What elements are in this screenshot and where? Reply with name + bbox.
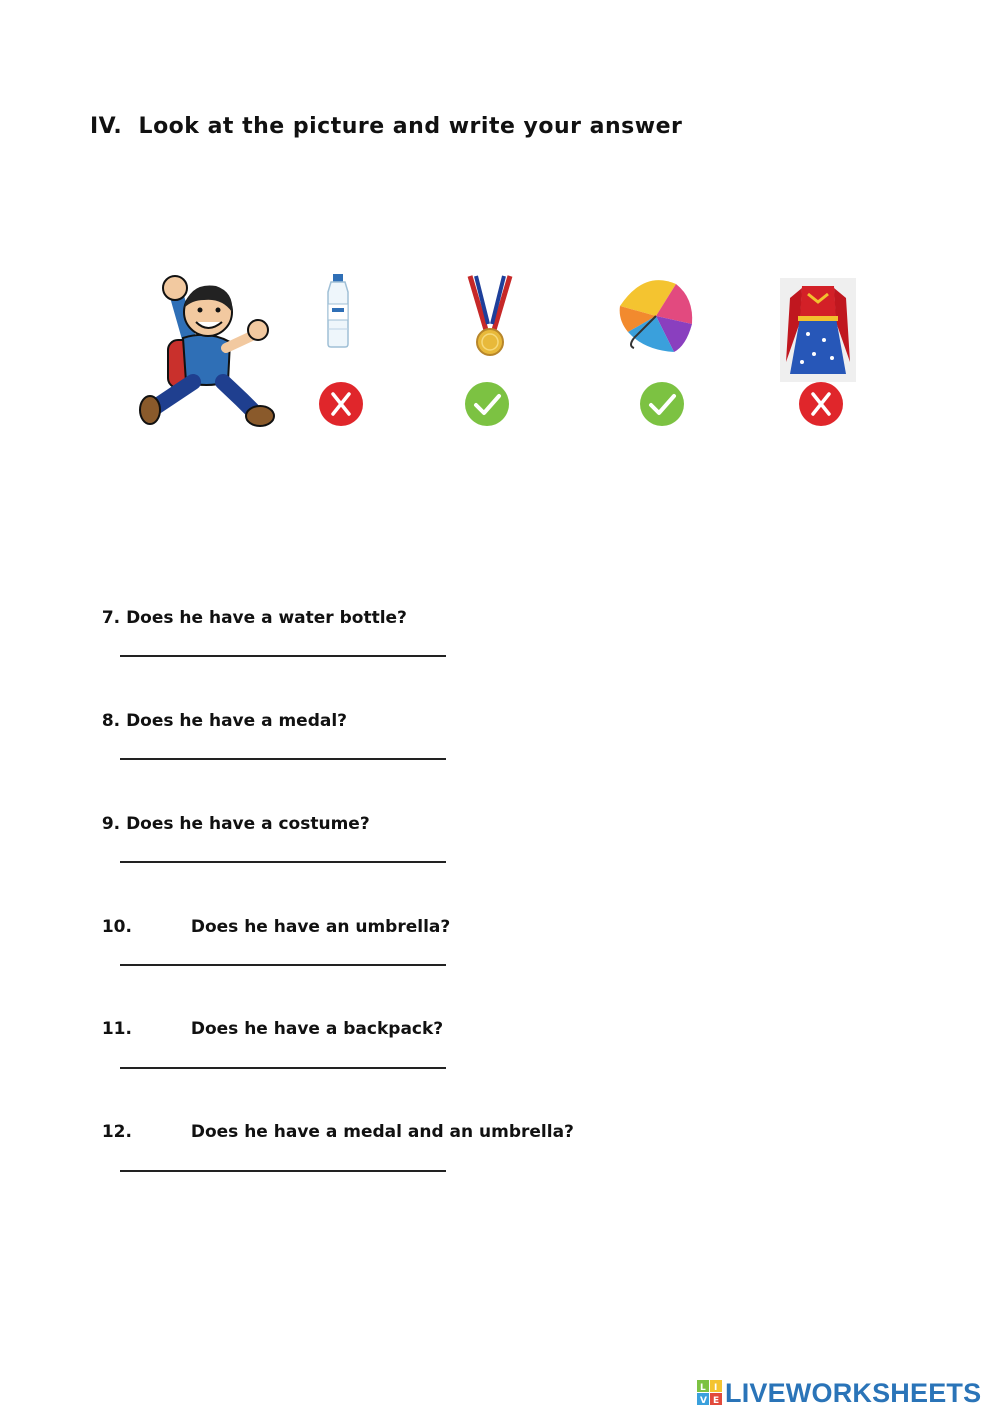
question-11 <box>90 999 443 1039</box>
liveworksheets-wordmark: LIVEWORKSHEETS <box>725 1377 982 1408</box>
question-number: 12. <box>101 1122 132 1142</box>
question-9 <box>90 794 370 834</box>
answer-field-7[interactable] <box>120 655 446 657</box>
question-12 <box>90 1102 574 1142</box>
question-text: Does he have a medal and an umbrella? <box>190 1122 574 1142</box>
costume-icon <box>780 278 856 382</box>
question-7 <box>90 588 407 628</box>
answer-field-10[interactable] <box>120 964 446 966</box>
check-mark-icon <box>464 381 510 427</box>
cross-mark-icon <box>318 381 364 427</box>
answer-field-8[interactable] <box>120 758 446 760</box>
question-text: Does he have a backpack? <box>190 1019 444 1039</box>
umbrella-icon <box>614 276 698 354</box>
answer-field-11[interactable] <box>120 1067 446 1069</box>
cross-mark-icon <box>798 381 844 427</box>
svg-text:E: E <box>713 1396 720 1406</box>
answer-field-9[interactable] <box>120 861 446 863</box>
question-text: Does he have a water bottle? <box>126 608 407 628</box>
boy-icon <box>138 270 278 435</box>
svg-text:I: I <box>714 1383 718 1393</box>
question-8 <box>90 691 347 731</box>
question-10 <box>90 897 450 937</box>
worksheet-heading: IV. Look at the picture and write your answer <box>90 114 683 139</box>
answer-field-12[interactable] <box>120 1170 446 1172</box>
water-bottle-icon <box>322 274 354 348</box>
question-number: 11. <box>101 1019 132 1039</box>
liveworksheets-mark-icon <box>697 1380 723 1406</box>
question-text: Does he have a costume? <box>126 814 370 834</box>
question-text: Does he have a medal? <box>126 711 348 731</box>
question-text: Does he have an umbrella? <box>190 917 451 937</box>
svg-text:V: V <box>700 1396 707 1406</box>
question-number: 7. <box>101 608 121 628</box>
question-number: 10. <box>101 917 132 937</box>
question-number: 9. <box>101 814 121 834</box>
check-mark-icon <box>639 381 685 427</box>
liveworksheets-logo <box>697 1378 981 1408</box>
question-number: 8. <box>101 711 121 731</box>
medal-icon <box>466 274 514 358</box>
svg-text:L: L <box>700 1383 706 1393</box>
picture-row <box>0 0 1000 460</box>
